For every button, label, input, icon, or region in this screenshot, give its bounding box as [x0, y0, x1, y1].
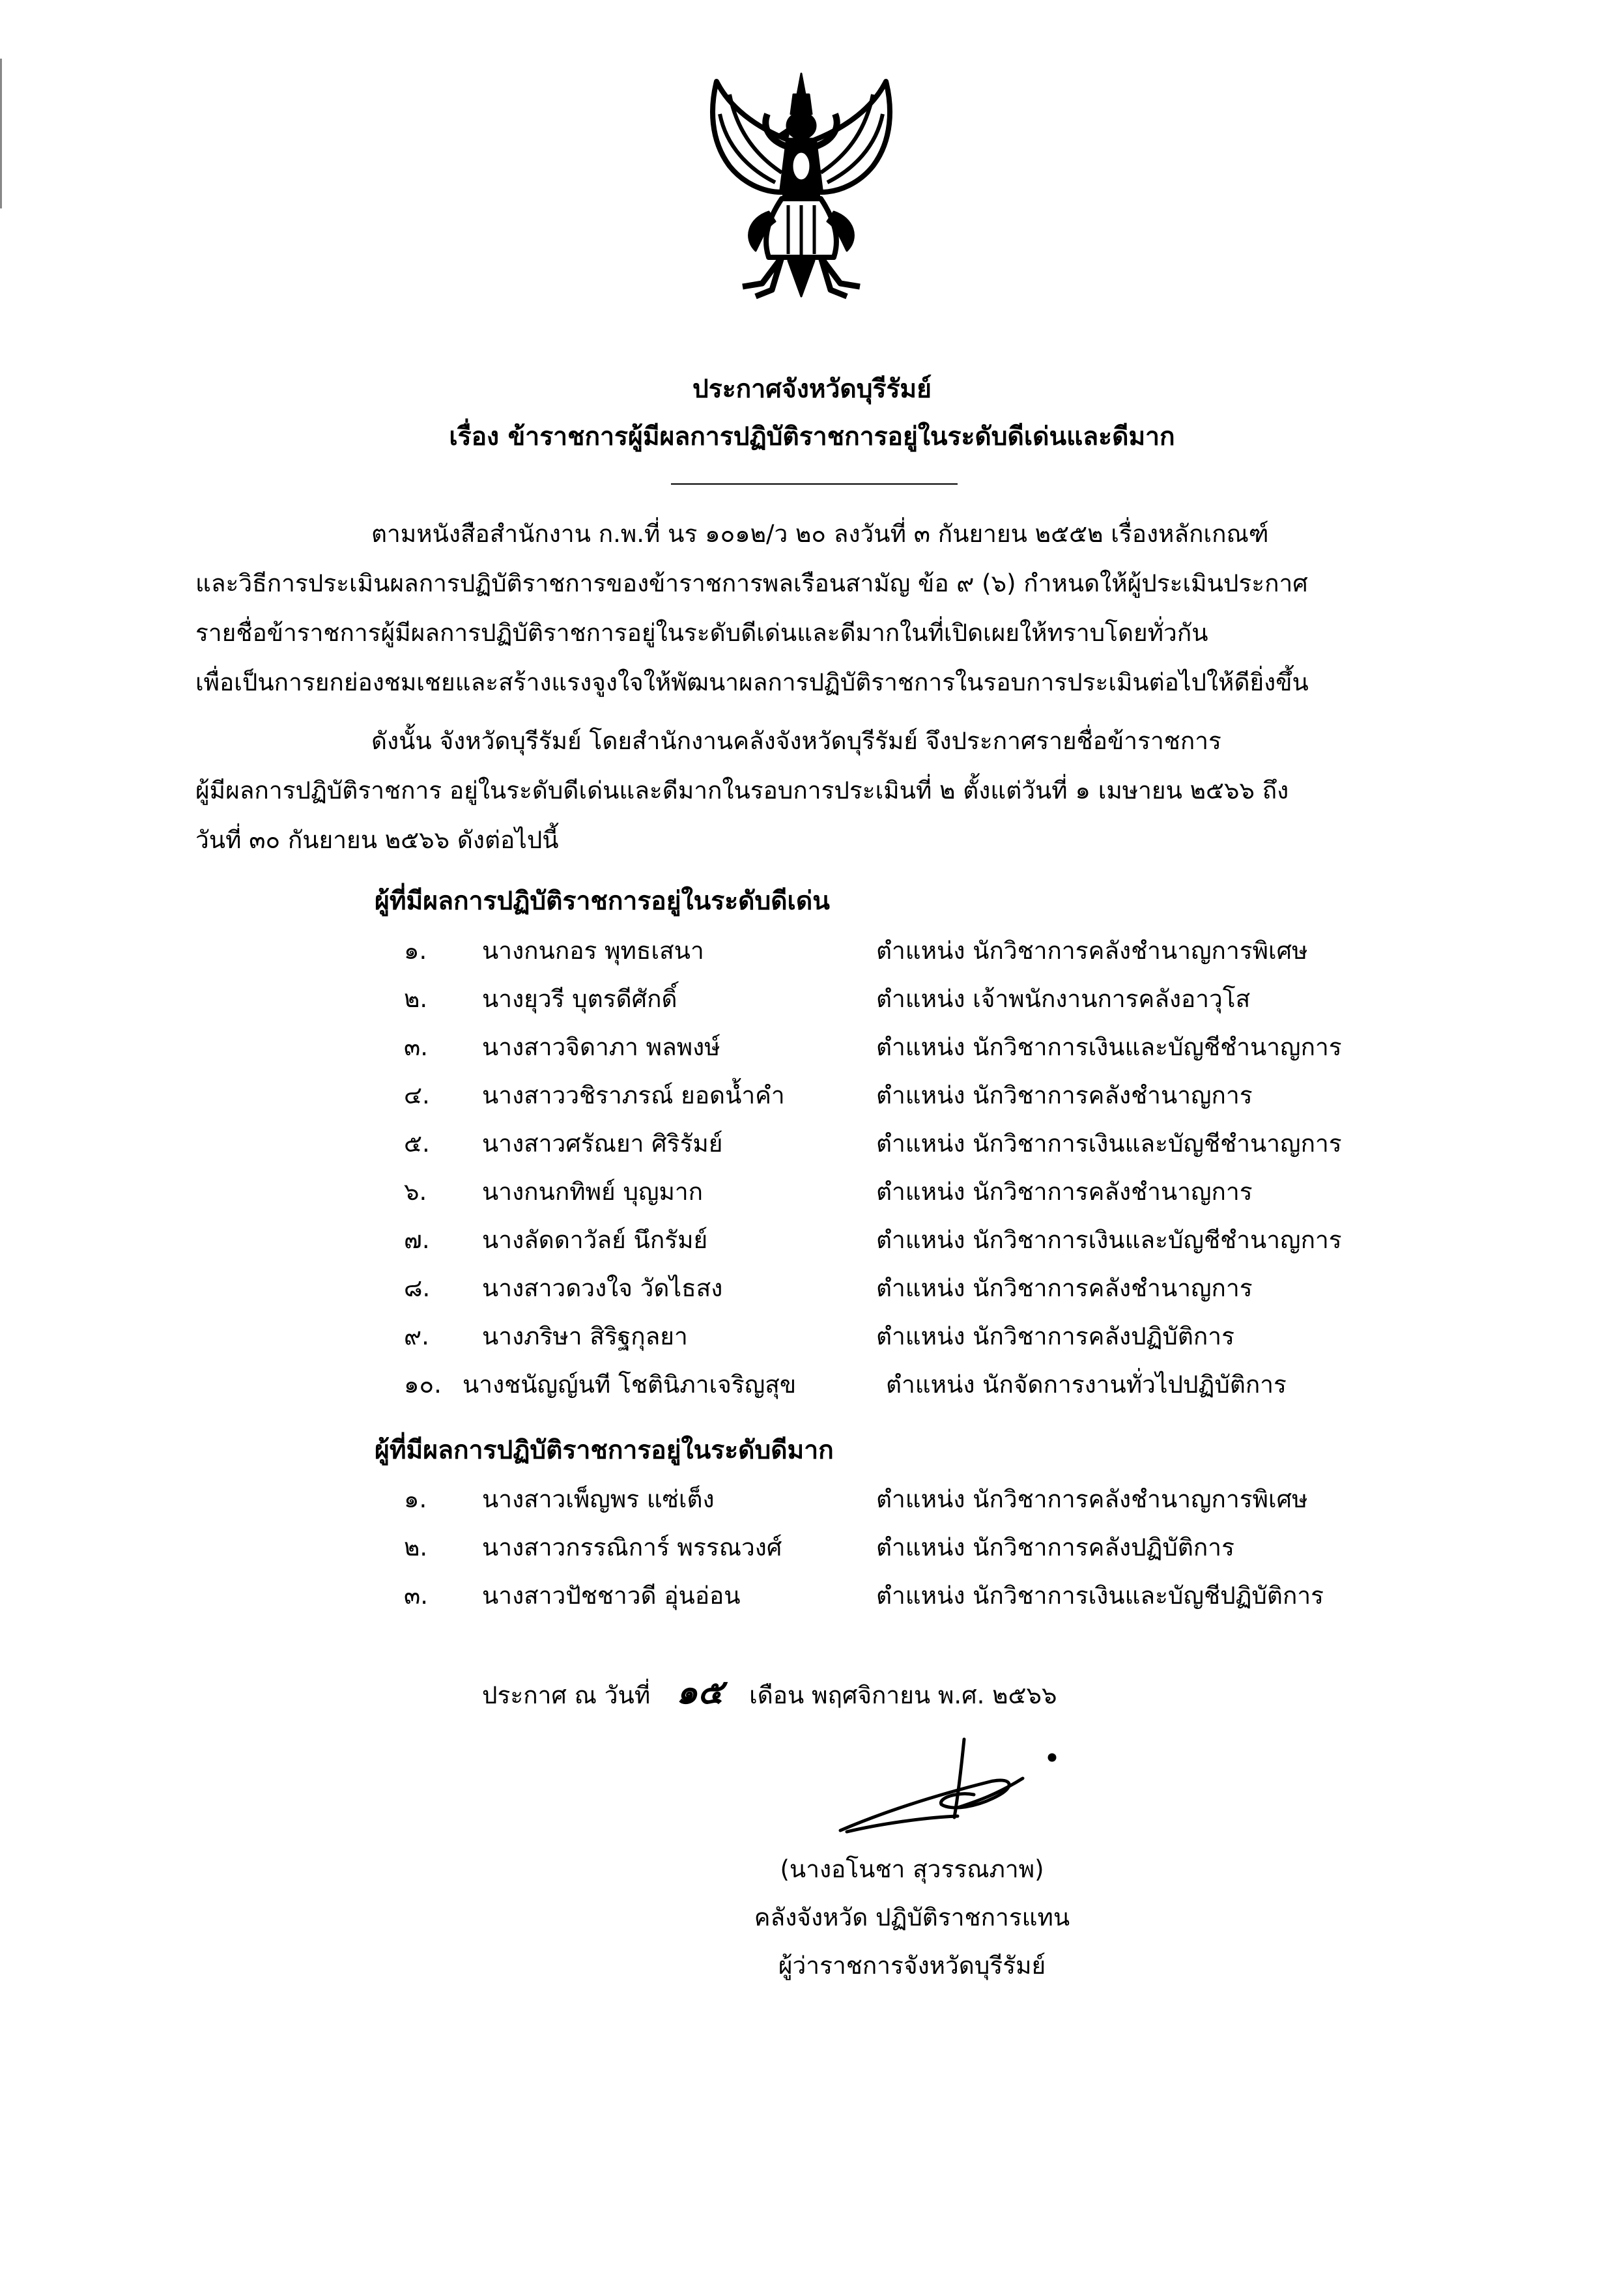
excellent-section-title: ผู้ที่มีผลการปฏิบัติราชการอยู่ในระดับดีเด่น	[375, 887, 830, 916]
item-position: ตำแหน่ง นักวิชาการเงินและบัญชีปฏิบัติการ	[876, 1582, 1324, 1610]
item-name: นางสาวศรัณยา ศิริรัมย์	[482, 1130, 723, 1158]
paragraph-2-line: วันที่ ๓๐ กันยายน ๒๕๖๖ ดังต่อไปนี้	[195, 826, 559, 854]
paragraph-2	[195, 717, 1433, 865]
item-number: ๙.	[404, 1322, 429, 1350]
item-name: นางสาวปัชชาวดี อุ่นอ่อน	[482, 1582, 741, 1610]
list-item	[404, 1365, 1498, 1414]
item-number: ๑๐.	[404, 1371, 442, 1399]
signatory-title: คลังจังหวัด ปฏิบัติราชการแทน	[754, 1903, 1070, 1931]
item-number: ๑.	[404, 1485, 427, 1513]
item-position: ตำแหน่ง นักวิชาการคลังปฏิบัติการ	[876, 1533, 1234, 1561]
list-item	[404, 1221, 1498, 1269]
item-position: ตำแหน่ง นักวิชาการคลังชำนาญการพิเศษ	[876, 1485, 1308, 1513]
item-name: นางสาวเพ็ญพร แซ่เต็ง	[482, 1485, 715, 1513]
list-item	[404, 1317, 1498, 1365]
garuda-emblem-icon	[691, 68, 912, 309]
item-position: ตำแหน่ง นักวิชาการคลังชำนาญการพิเศษ	[876, 937, 1308, 965]
item-position: ตำแหน่ง นักจัดการงานทั่วไปปฏิบัติการ	[886, 1371, 1287, 1399]
item-name: นางยุวรี บุตรดีศักดิ์	[482, 985, 677, 1013]
list-item	[404, 1576, 1498, 1625]
item-position: ตำแหน่ง นักวิชาการคลังชำนาญการ	[876, 1274, 1253, 1302]
item-name: นางสาววชิราภรณ์ ยอดน้ำคำ	[482, 1081, 785, 1109]
item-number: ๓.	[404, 1582, 429, 1610]
list-item	[404, 1076, 1498, 1124]
item-position: ตำแหน่ง นักวิชาการคลังปฏิบัติการ	[876, 1322, 1234, 1350]
item-number: ๖.	[404, 1178, 427, 1206]
paragraph-1-line: ตามหนังสือสำนักงาน ก.พ.ที่ นร ๑๐๑๒/ว ๒๐ ลงวันที่ ๓ กันยายน ๒๕๕๒ เรื่องหลักเกณฑ์	[371, 520, 1269, 548]
item-name: นางสาวจิดาภา พลพงษ์	[482, 1033, 720, 1061]
item-number: ๗.	[404, 1226, 430, 1254]
list-item	[404, 1028, 1498, 1076]
item-number: ๒.	[404, 985, 428, 1013]
item-number: ๓.	[404, 1033, 429, 1061]
paragraph-1-line: เพื่อเป็นการยกย่องชมเชยและสร้างแรงจูงใจให้พัฒนาผลการปฏิบัติราชการในรอบการประเมินต่อไปให้ดียิ่งขึ้น	[195, 668, 1309, 696]
list-item	[404, 1124, 1498, 1173]
list-item	[404, 1269, 1498, 1317]
item-position: ตำแหน่ง นักวิชาการเงินและบัญชีชำนาญการ	[876, 1033, 1342, 1061]
item-number: ๒.	[404, 1533, 428, 1561]
paragraph-2-line: ผู้มีผลการปฏิบัติราชการ อยู่ในระดับดีเด่นและดีมากในรอบการประเมินที่ ๒ ตั้งแต่วันที่ ๑ เมษายน ๒๕๖๖ ถึง	[195, 776, 1289, 804]
item-number: ๔.	[404, 1081, 430, 1109]
very-good-section-title: ผู้ที่มีผลการปฏิบัติราชการอยู่ในระดับดีมาก	[375, 1436, 834, 1465]
title-underline	[671, 483, 958, 485]
list-item	[404, 1173, 1498, 1221]
item-number: ๑.	[404, 937, 427, 965]
announce-day-handwritten: ๑๕	[676, 1672, 724, 1712]
item-number: ๕.	[404, 1130, 430, 1158]
announcement-date	[482, 1664, 1057, 1718]
signatory-office: ผู้ว่าราชการจังหวัดบุรีรัมย์	[778, 1952, 1046, 1980]
item-name: นางภริษา สิริฐกุลยา	[482, 1322, 688, 1350]
item-position: ตำแหน่ง นักวิชาการเงินและบัญชีชำนาญการ	[876, 1130, 1342, 1158]
item-name: นางสาวดวงใจ วัดไธสง	[482, 1274, 723, 1302]
signature-icon	[827, 1733, 1075, 1843]
paragraph-1-line: รายชื่อข้าราชการผู้มีผลการปฏิบัติราชการอยู่ในระดับดีเด่นและดีมากในที่เปิดเผยให้ทราบโดยทั่วกัน	[195, 619, 1208, 647]
item-name: นางกนกทิพย์ บุญมาก	[482, 1178, 704, 1206]
item-number: ๘.	[404, 1274, 431, 1302]
paragraph-1	[195, 509, 1433, 707]
item-position: ตำแหน่ง นักวิชาการคลังชำนาญการ	[876, 1178, 1253, 1206]
list-item	[404, 980, 1498, 1028]
list-item	[404, 1528, 1498, 1576]
item-name: นางกนกอร พุทธเสนา	[482, 937, 704, 965]
item-position: ตำแหน่ง นักวิชาการคลังชำนาญการ	[876, 1081, 1253, 1109]
announce-prefix: ประกาศ ณ วันที่	[482, 1681, 651, 1709]
scan-edge-mark	[0, 59, 2, 208]
announcement-title: ประกาศจังหวัดบุรีรัมย์	[692, 375, 932, 404]
signatory-name: (นางอโนชา สุวรรณภาพ)	[780, 1855, 1044, 1883]
announcement-subject: เรื่อง ข้าราชการผู้มีผลการปฏิบัติราชการอยู่ในระดับดีเด่นและดีมาก	[449, 422, 1175, 451]
paragraph-1-line: และวิธีการประเมินผลการปฏิบัติราชการของข้าราชการพลเรือนสามัญ ข้อ ๙ (๖) กำหนดให้ผู้ประเมินประกาศ	[195, 569, 1308, 597]
item-position: ตำแหน่ง เจ้าพนักงานการคลังอาวุโส	[876, 985, 1251, 1013]
list-item	[404, 932, 1498, 980]
paragraph-2-line: ดังนั้น จังหวัดบุรีรัมย์ โดยสำนักงานคลังจังหวัดบุรีรัมย์ จึงประกาศรายชื่อข้าราชการ	[371, 727, 1221, 755]
item-name: นางชนัญญ์นที โชตินิภาเจริญสุข	[463, 1371, 797, 1399]
item-position: ตำแหน่ง นักวิชาการเงินและบัญชีชำนาญการ	[876, 1226, 1342, 1254]
item-name: นางสาวกรรณิการ์ พรรณวงศ์	[482, 1533, 782, 1561]
item-name: นางลัดดาวัลย์ นึกรัมย์	[482, 1226, 708, 1254]
announce-month-year: เดือน พฤศจิกายน พ.ศ. ๒๕๖๖	[749, 1681, 1057, 1709]
list-item	[404, 1480, 1498, 1528]
